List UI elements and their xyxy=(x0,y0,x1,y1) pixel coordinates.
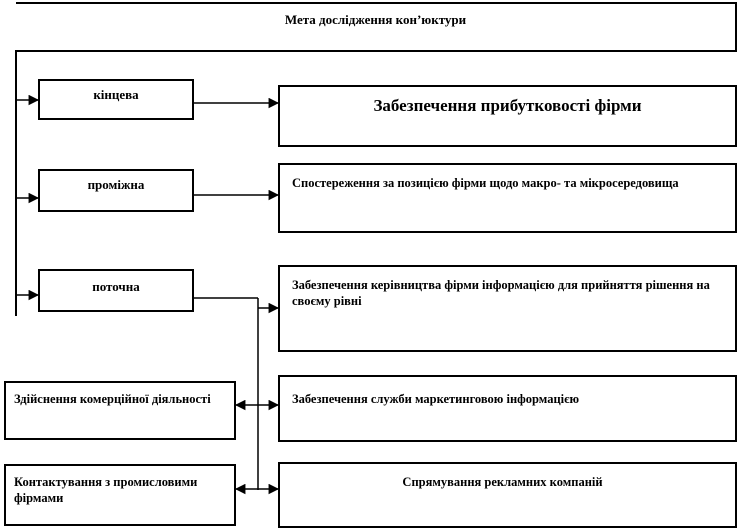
goal-text: Спрямування рекламних компаній xyxy=(402,475,603,489)
level-box-promizhna xyxy=(38,169,194,212)
left-box-commerce xyxy=(4,381,236,440)
level-label: проміжна xyxy=(87,177,145,192)
left-box-industrial xyxy=(4,464,236,526)
goal-box-2 xyxy=(278,163,737,233)
page-title: Мета дослідження кон’юктури xyxy=(284,12,467,27)
left-box-text: Контактування з промисловими фірмами xyxy=(14,475,198,506)
level-box-potochna xyxy=(38,269,194,312)
goal-box-5 xyxy=(278,462,737,528)
goal-text: Забезпечення керівництва фірми інформацією для прийняття рішення на своєму рівні xyxy=(292,278,710,309)
level-label: поточна xyxy=(92,279,140,294)
goal-text: Забезпечення прибутковості фірми xyxy=(373,96,642,115)
goal-text: Спостереження за позицією фірми щодо макро- та мікросередовища xyxy=(292,176,679,190)
goal-text: Забезпечення служби маркетинговою інформацією xyxy=(292,392,580,406)
level-label: кінцева xyxy=(93,87,139,102)
goal-box-3 xyxy=(278,265,737,352)
goal-box-1 xyxy=(278,85,737,147)
title-box xyxy=(16,2,737,52)
level-box-kintseva xyxy=(38,79,194,120)
goal-box-4 xyxy=(278,375,737,442)
left-box-text: Здійснення комерційної діяльності xyxy=(14,392,211,406)
